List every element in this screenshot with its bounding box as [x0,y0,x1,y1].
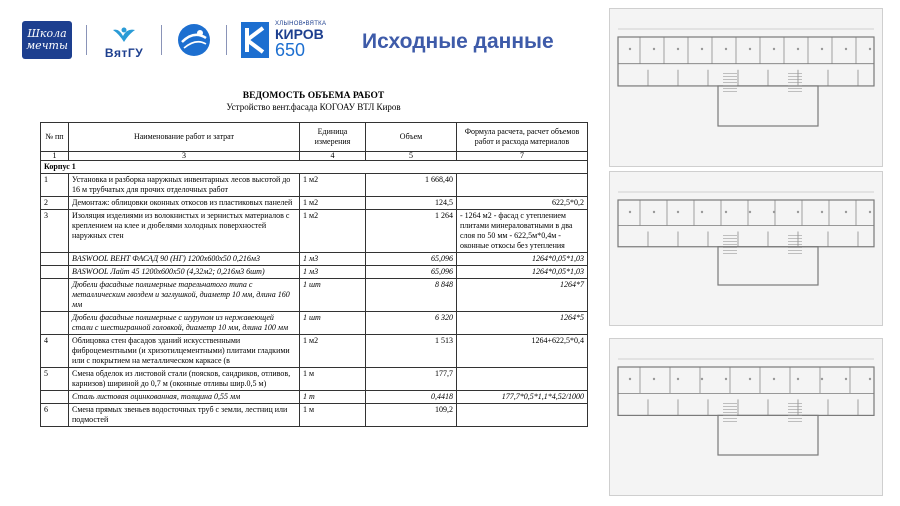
row-number [41,266,69,279]
kirov-650-text: 650 [275,40,306,60]
table-row [41,312,588,335]
vyatgu-bird-icon [111,26,137,46]
table-header-row [41,123,588,152]
doc-title: ВЕДОМОСТЬ ОБЪЕМА РАБОТ [242,91,385,101]
row-unit: 1 м [300,368,366,391]
table-row [41,210,588,253]
row-volume: 8 848 [366,279,457,312]
row-formula: 1264*5 [457,312,588,335]
table-row [41,391,588,404]
row-formula: 622,5*0,2 [457,197,588,210]
floor-plan-image-2 [609,171,883,326]
logo-divider [86,25,87,55]
row-volume: 109,2 [366,404,457,427]
row-volume: 65,096 [366,266,457,279]
kirov-city-text: КИРОВ [275,26,324,42]
row-number: 1 [41,174,69,197]
row-unit: 1 м [300,404,366,427]
row-volume: 65,096 [366,253,457,266]
col-number: 1 [41,152,69,161]
logo1-line1: Школа [27,27,67,40]
row-volume: 6 320 [366,312,457,335]
row-formula: 1264*0,05*1,03 [457,266,588,279]
logo1-line2: мечты [26,39,68,52]
row-unit: 1 м2 [300,174,366,197]
table-row [41,404,588,427]
row-formula [457,404,588,427]
row-name: Дюбели фасадные полимерные с шурупом из нержавеющей стали с шестигранной головкой, диаметр 10 мм, длина 100 мм [69,312,300,335]
volume-statement-document [40,88,587,488]
globe-emblem-icon [176,22,212,58]
table-row [41,253,588,266]
table-row [41,174,588,197]
row-volume: 0,4418 [366,391,457,404]
section-label: Корпус 1 [41,161,588,174]
col-number: 3 [69,152,300,161]
row-name: Дюбели фасадные полимерные тарельчатого типа с металлическим гвоздем и заглушкой, диаметр 10 мм, длина 160 мм [69,279,300,312]
row-volume: 1 264 [366,210,457,253]
row-name: Облицовка стен фасадов зданий искусственными фиброцементными (и хризотилцементными) плитами гладкими или с покрытием на металлическом каркасе (в [69,335,300,368]
shkola-mechty-logo [22,21,72,59]
kirov-650-logo [241,21,326,59]
table-row [41,266,588,279]
table-row [41,335,588,368]
row-unit: 1 м2 [300,210,366,253]
floor-plan-image-3 [609,338,883,496]
row-formula: 177,7*0,5*1,1*4,52/1000 [457,391,588,404]
table-row [41,279,588,312]
row-formula [457,174,588,197]
row-unit: 1 м3 [300,266,366,279]
row-number: 2 [41,197,69,210]
row-number [41,279,69,312]
col-number: 4 [300,152,366,161]
page-title: Исходные данные [362,30,554,53]
logo-divider [161,25,162,55]
row-name: Смена прямых звеньев водосточных труб с земли, лестниц или подмостей [69,404,300,427]
row-volume: 124,5 [366,197,457,210]
row-number: 5 [41,368,69,391]
row-name: Установка и разборка наружных инвентарных лесов высотой до 16 м трубчатых для прочих отделочных работ [69,174,300,197]
row-number [41,253,69,266]
row-formula: 1264+622,5*0,4 [457,335,588,368]
kirov-k-icon [241,22,269,58]
row-formula: 1264*7 [457,279,588,312]
col-number: 5 [366,152,457,161]
vyatgu-text: ВятГУ [104,46,144,60]
row-unit: 1 т [300,391,366,404]
doc-subtitle: Устройство вент.фасада КОГОАУ ВТЛ Киров [226,102,401,112]
col-header-formula: Формула расчета, расчет объемов работ и расхода материалов [457,123,588,152]
logo-bar [22,18,326,62]
row-number [41,312,69,335]
col-header-volume: Объем [366,123,457,152]
row-number: 3 [41,210,69,253]
kirov-small-text: ХЛЫНОВ•ВЯТКА [275,21,327,27]
row-unit: 1 м3 [300,253,366,266]
row-number [41,391,69,404]
row-unit: 1 м2 [300,197,366,210]
row-name: BASWOOL Лайт 45 1200х600х50 (4,32м2; 0,216м3 6шт) [69,266,300,279]
col-header-num: № пп [41,123,69,152]
row-formula: - 1264 м2 - фасад с утеплением плитами минераловатными в два слоя по 50 мм - 622,5м*0,4м - оконные откосы без утепления [457,210,588,253]
row-volume: 1 668,40 [366,174,457,197]
vyatgu-logo [101,20,147,60]
floor-plan-image-1 [609,8,883,167]
row-volume: 177,7 [366,368,457,391]
row-name: Сталь листовая оцинкованная, толщина 0,55 мм [69,391,300,404]
row-formula: 1264*0,05*1,03 [457,253,588,266]
row-unit: 1 м2 [300,335,366,368]
column-number-row [41,152,588,161]
col-header-name: Наименование работ и затрат [69,123,300,152]
row-volume: 1 513 [366,335,457,368]
row-name: Демонтаж: облицовки оконных откосов из пластиковых панелей [69,197,300,210]
section-row [41,161,588,174]
col-header-unit: Единица измерения [300,123,366,152]
row-number: 4 [41,335,69,368]
row-name: Смена обделок из листовой стали (поясков, сандриков, отливов, карнизов) шириной до 0,7 м (оконные отливы шир.0,5 м) [69,368,300,391]
works-table [40,122,588,427]
row-name: BASWOOL ВЕНТ ФАСАД 90 (НГ) 1200х600х50 0,216м3 [69,253,300,266]
row-name: Изоляция изделиями из волокнистых и зернистых материалов с креплением на клее и дюбелями холодных поверхностей наружных стен [69,210,300,253]
table-row [41,368,588,391]
logo-divider [226,25,227,55]
row-number: 6 [41,404,69,427]
col-number: 7 [457,152,588,161]
row-unit: 1 шт [300,312,366,335]
row-formula [457,368,588,391]
row-unit: 1 шт [300,279,366,312]
table-row [41,197,588,210]
